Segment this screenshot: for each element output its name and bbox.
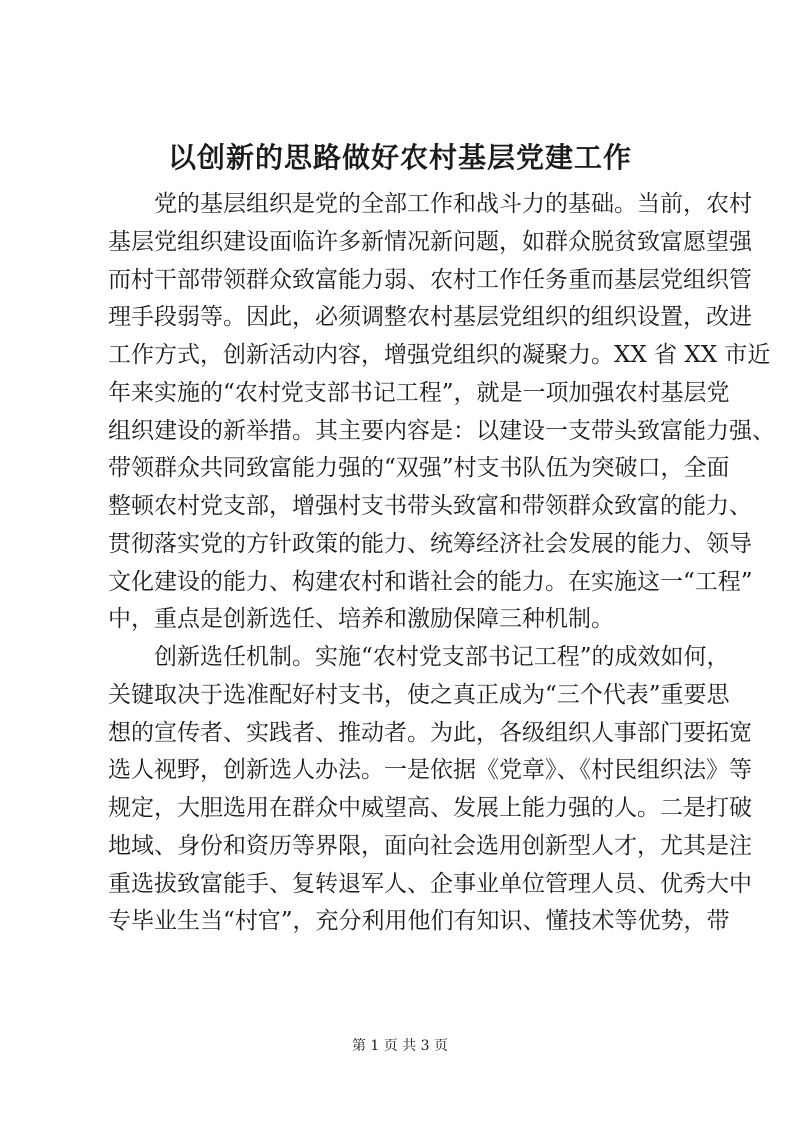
paragraph-line: 工作方式，创新活动内容，增强党组织的凝聚力。XX 省 XX 市近 xyxy=(108,342,771,368)
paragraph-line: 想的宣传者、实践者、推动者。为此，各级组织人事部门要拓宽 xyxy=(108,719,752,746)
paragraph-line: 规定，大胆选用在群众中威望高、发展上能力强的人。二是打破 xyxy=(108,795,752,821)
paragraph-line: 年来实施的“农村党支部书记工程”，就是一项加强农村基层党 xyxy=(108,379,730,406)
paragraph-line: 重选拔致富能手、复转退军人、企事业单位管理人员、优秀大中 xyxy=(108,870,752,897)
page-number-footer: 第 1 页 共 3 页 xyxy=(351,1038,449,1054)
paragraph-line: 贯彻落实党的方针政策的能力、统筹经济社会发展的能力、领导 xyxy=(108,530,752,557)
paragraph-line: 地域、身份和资历等界限，面向社会选用创新型人才，尤其是注 xyxy=(108,832,752,859)
paragraph-line: 而村干部带领群众致富能力弱、农村工作任务重而基层党组织管 xyxy=(108,266,752,293)
paragraph-line: 组织建设的新举措。其主要内容是：以建设一支带头致富能力强、 xyxy=(108,417,775,444)
paragraph-line: 创新选任机制。实施“农村党支部书记工程”的成效如何， xyxy=(154,644,730,670)
paragraph-line: 选人视野，创新选人办法。一是依据《党章》、《村民组织法》等 xyxy=(108,757,752,784)
paragraph-line: 文化建设的能力、构建农村和谐社会的能力。在实施这一“工程” xyxy=(108,568,753,595)
paragraph-line: 理手段弱等。因此，必须调整农村基层党组织的组织设置，改进 xyxy=(108,304,752,331)
paragraph-line: 整顿农村党支部，增强村支书带头致富和带领群众致富的能力、 xyxy=(108,493,752,519)
paragraph-line: 关键取决于选准配好村支书，使之真正成为“三个代表”重要思 xyxy=(108,681,730,708)
page-title: 以创新的思路做好农村基层党建工作 xyxy=(167,141,632,174)
document-body xyxy=(108,186,775,941)
paragraph-line: 专毕业生当“村官”，充分利用他们有知识、懂技术等优势，带 xyxy=(108,908,730,935)
paragraph-2 xyxy=(108,639,752,941)
paragraph-line: 中，重点是创新选任、培养和激励保障三种机制。 xyxy=(108,606,614,633)
paragraph-1 xyxy=(108,186,775,639)
paragraph-line: 党的基层组织是党的全部工作和战斗力的基础。当前，农村 xyxy=(154,191,752,217)
paragraph-line: 基层党组织建设面临许多新情况新问题，如群众脱贫致富愿望强 xyxy=(108,228,752,255)
paragraph-line: 带领群众共同致富能力强的“双强”村支书队伍为突破口，全面 xyxy=(108,455,730,482)
